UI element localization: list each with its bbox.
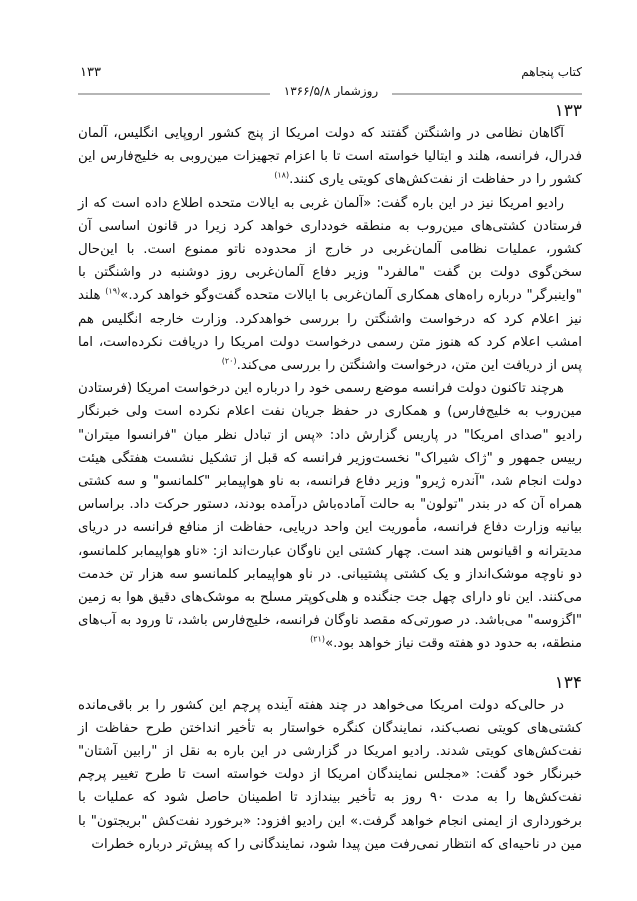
entry-number: ۱۳۴ bbox=[554, 672, 582, 693]
footnote-ref: (۱۸) bbox=[274, 170, 290, 180]
paragraph bbox=[78, 192, 582, 378]
paragraph-text: در حالی‌که دولت امریکا می‌خواهد در چند هفته آینده پرچم این کشور را بر باقی‌مانده کشتی‌های کویتی نصب‌کند، نمایندگان کنگره خواستار به تأخیر انداختن طرح حفاظت از نفت‌کش‌های کویتی شدند. رادیو امریکا در گزارشی در این باره به نقل از "رابین آشتان" خبرنگار خود گفت: «مجلس نمایندگان امریکا از دولت خواسته است تا طرح تغییر پرچم نفت‌کش‌ها را به مدت ۹۰ روز به تأخیر بیندازد تا اطمینان حاصل شود که عملیات با برخورداری از ایمنی انجام خواهد گرفت.» این رادیو افزود: «برخورد نفت‌کش "بریجتون" با مین در ناحیه‌ای که انتظار نمی‌رفت مین پیدا شود، نمایندگانی را که پیش‌تر درباره خطرات bbox=[78, 697, 582, 852]
entry-133 bbox=[78, 100, 582, 656]
running-header-book-title: کتاب پنجاهم bbox=[521, 65, 582, 79]
paragraph bbox=[78, 122, 582, 192]
running-header-date: روزشمار ۱۳۶۶/۵/۸ bbox=[283, 84, 379, 98]
page-body bbox=[78, 100, 582, 856]
footnote-ref: (۲۰) bbox=[221, 356, 237, 366]
entry-134 bbox=[78, 672, 582, 856]
entry-number: ۱۳۳ bbox=[554, 101, 582, 121]
header-rule-left bbox=[78, 93, 270, 95]
page-number: ۱۳۳ bbox=[80, 65, 101, 80]
paragraph-text: رادیو امریکا نیز در این باره گفت: «آلمان غربی به ایالات متحده اطلاع داده است که از فرستادن کشتی‌های مین‌روب به منطقه خودداری خواهد کرد زیرا در قانون اساسی آن کشور، عملیات نظامی آلمان‌غربی در خارج از محدوده ناتو ممنوع است. با این‌حال سخن‌گوی دولت بن گفت "مالفرد" وزیر دفاع آلمان‌غربی روز دوشنبه در واشنگتن با "واینبرگر" درباره راه‌های همکاری آلمان‌غربی با ایالات متحده گفت‌وگو خواهد کرد.» bbox=[78, 195, 582, 304]
footnote-ref: (۲۱) bbox=[310, 635, 325, 644]
paragraph-text: آگاهان نظامی در واشنگتن گفتند که دولت امریکا از پنج کشور اروپایی انگلیس، آلمان فدرال، فرانسه، هلند و ایتالیا خواسته است تا با اعزام تجهیزات مین‌روبی به خلیج‌فارس این کشور را در حفاظت از نفت‌کش‌های کویتی یاری کنند. bbox=[78, 126, 582, 188]
paragraph bbox=[78, 694, 582, 856]
paragraph-text: هرچند تاکنون دولت فرانسه موضع رسمی خود را درباره این درخواست امریکا (فرستادن مین‌روب به خلیج‌فارس) و همکاری در حفظ جریان نفت اعلام نکرده است ولی خبرنگار رادیو "صدای امریکا" در پاریس گزارش داد: «پس از تبادل نظر میان "فرانسوا میتران" رییس جمهور و "ژاک شیراک" نخست‌وزیر فرانسه که قبل از تشکیل نشست هفتگی هیئت دولت انجام شد، "آندره ژیرو" وزیر دفاع فرانسه، به ناو هواپیمابر "کلمانسو" و سه کشتی همراه آن که در بندر "تولون" به حالت آماده‌باش درآمده بودند، دستور حرکت داد. براساس بیانیه وزارت دفاع فرانسه، مأموریت این واحد دریایی، حفاظت از منافع فرانسه در دریای مدیترانه و اقیانوس هند است. چهار کشتی این ناوگان عبارت‌اند از: «ناو هواپیمابر کلمانسو، دو ناوچه موشک‌انداز و یک کشتی پشتیبانی. در ناو هواپیمابر کلمانسو سه هزار تن خدمت می‌کنند. این ناو دارای چهل جت جنگنده و هلی‌کوپتر مسلح به موشک‌های دقیق هوا به زمین "اگزوسه" می‌باشد. در صورتی‌که مقصد ناوگان فرانسه، خلیج‌فارس باشد، تا ورود به آب‌های منطقه، به حدود دو هفته وقت نیاز خواهد بود.» bbox=[78, 381, 582, 652]
paragraph-continuation: هلند نیز اعلام کرد که درخواست واشنگتن را بررسی خواهدکرد. وزارت خارجه انگلیس هم امشب اعلام کرد که هنوز متن رسمی درخواست دولت امریکا را دریافت نکرده‌است، اما پس از دریافت این متن، درخواست واشنگتن را بررسی می‌کند. bbox=[78, 288, 582, 374]
paragraph bbox=[78, 377, 582, 655]
footnote-ref: (۱۹) bbox=[105, 286, 121, 296]
header-rule-right bbox=[392, 93, 582, 95]
